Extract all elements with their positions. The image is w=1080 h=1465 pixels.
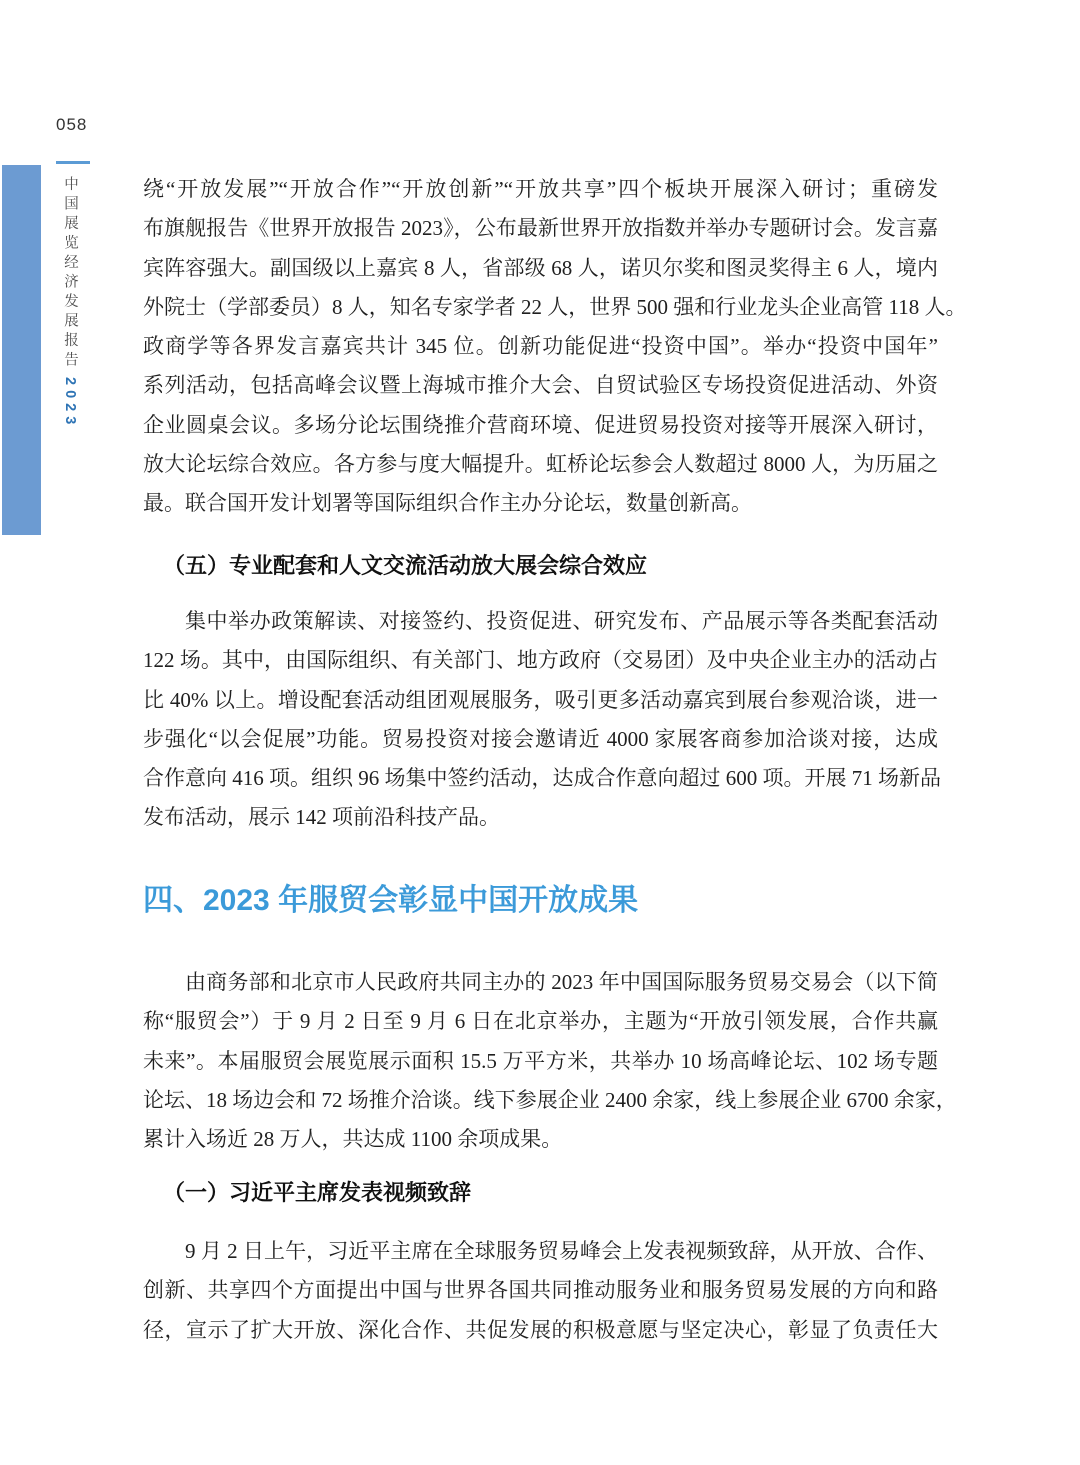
text-line: 放大论坛综合效应。各方参与度大幅提升。虹桥论坛参会人数超过 8000 人，为历届之: [143, 452, 938, 477]
paragraph-hongqiao-forum: [143, 170, 967, 524]
text-line: 径，宣示了扩大开放、深化合作、共促发展的积极意愿与坚定决心，彰显了负责任大: [143, 1317, 938, 1342]
sidebar-report-title-text: 中国展览经济发展报告: [62, 176, 78, 371]
text-line: 宾阵容强大。副国级以上嘉宾 8 人，省部级 68 人，诺贝尔奖和图灵奖得主 6 人，境内: [143, 255, 938, 280]
text-line: 发布活动，展示 142 项前沿科技产品。: [143, 805, 500, 830]
sidebar-report-year: 2023: [62, 377, 78, 430]
text-line: 比 40% 以上。增设配套活动组团观展服务，吸引更多活动嘉宾到展台参观洽谈，进一: [143, 687, 938, 712]
text-line: 9 月 2 日上午，习近平主席在全球服务贸易峰会上发表视频致辞，从开放、合作、: [185, 1239, 938, 1263]
heading-section-5: （五）专业配套和人文交流活动放大展会综合效应: [163, 553, 648, 578]
text-line: 集中举办政策解读、对接签约、投资促进、研究发布、产品展示等各类配套活动: [185, 609, 938, 633]
text-line: 未来”。本届服贸会展览展示面积 15.5 万平方米，共举办 10 场高峰论坛、102 场专题: [143, 1048, 938, 1073]
text-line: 论坛、18 场边会和 72 场推介洽谈。线下参展企业 2400 余家，线上参展企业 6700 余家，: [143, 1087, 957, 1112]
text-line: 绕“开放发展”“开放合作”“开放创新”“开放共享”四个板块开展深入研讨；重磅发: [143, 177, 938, 201]
text-line: 最。联合国开发计划署等国际组织合作主办分论坛，数量创新高。: [143, 491, 752, 516]
page-number: 058: [56, 115, 88, 134]
sidebar-report-title: [60, 176, 81, 429]
paragraph-supporting-activities: [143, 602, 941, 838]
heading-chapter-4: 四、2023 年服贸会彰显中国开放成果: [143, 884, 639, 917]
text-line: 步强化“以会促展”功能。贸易投资对接会邀请近 4000 家展客商参加洽谈对接，达成: [143, 726, 938, 751]
text-line: 累计入场近 28 万人，共达成 1100 余项成果。: [143, 1127, 563, 1152]
text-line: 企业圆桌会议。多场分论坛围绕推介营商环境、促进贸易投资对接等开展深入研讨，: [143, 412, 938, 437]
sidebar-accent-bar: [2, 165, 41, 535]
text-line: 称“服贸会”）于 9 月 2 日至 9 月 6 日在北京举办，主题为“开放引领发展，合作共赢: [143, 1009, 938, 1034]
text-line: 系列活动，包括高峰会议暨上海城市推介大会、自贸试验区专场投资促进活动、外资: [143, 373, 938, 398]
paragraph-ciftis-overview: [143, 963, 957, 1159]
text-line: 外院士（学部委员）8 人，知名专家学者 22 人，世界 500 强和行业龙头企业高管 118 人。: [143, 294, 967, 319]
heading-subsection-1: （一）习近平主席发表视频致辞: [163, 1180, 472, 1205]
page-number-rule: [56, 161, 90, 164]
paragraph-xi-video-speech: [143, 1232, 938, 1350]
content-column: [143, 0, 967, 1465]
text-line: 122 场。其中，由国际组织、有关部门、地方政府（交易团）及中央企业主办的活动占: [143, 648, 938, 673]
text-line: 政商学等各界发言嘉宾共计 345 位。创新功能促进“投资中国”。举办“投资中国年”: [143, 334, 938, 359]
text-line: 布旗舰报告《世界开放报告 2023》，公布最新世界开放指数并举办专题研讨会。发言嘉: [143, 216, 938, 241]
text-line: 由商务部和北京市人民政府共同主办的 2023 年中国国际服务贸易交易会（以下简: [185, 970, 938, 994]
text-line: 创新、共享四个方面提出中国与世界各国共同推动服务业和服务贸易发展的方向和路: [143, 1278, 938, 1303]
text-line: 合作意向 416 项。组织 96 场集中签约活动，达成合作意向超过 600 项。开展 71 场新品: [143, 766, 941, 791]
